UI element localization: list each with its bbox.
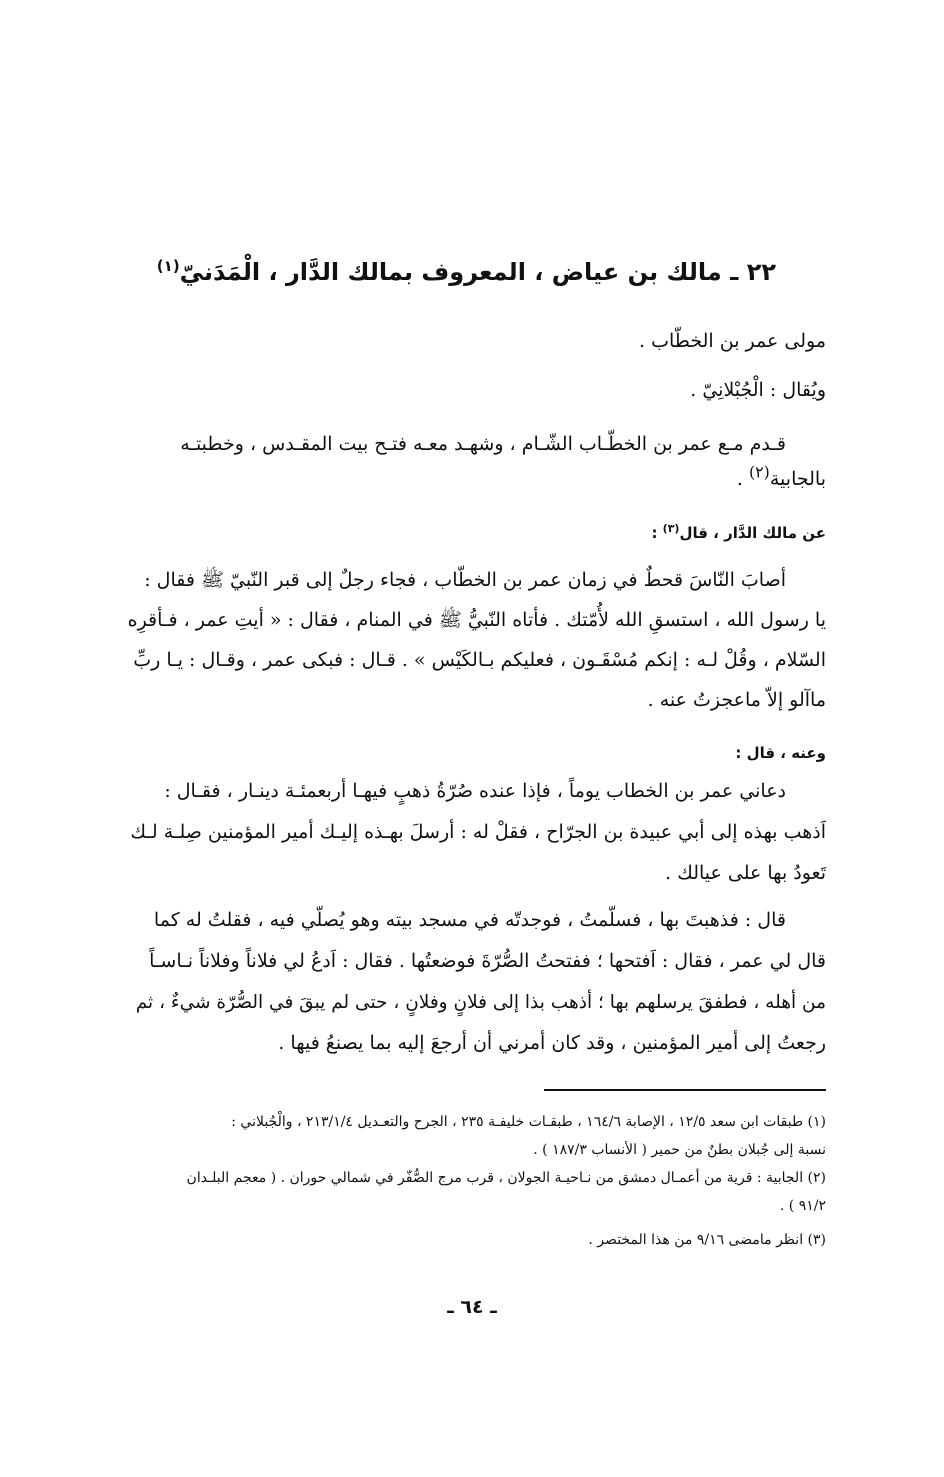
footnote-2: (٢) الجابية : قرية من أعمـال دمشق من نـاحيـة الجولان ، قرب مرج الصُّفّر في شمالي حوران . ( معجم البلـدان xyxy=(186,1170,826,1186)
narration-line: من أهله ، فطفقَ يرسلهم بها ؛ أذهب بذا إلى فلانٍ وفلانٍ ، حتى لم يبقَ في الصُّرّة شيءٌ ، ثم xyxy=(135,992,826,1013)
narration-line: يا رسول الله ، استسقِ الله لأُمّتك . فأتاه النّبيُّ ﷺ في المنام ، فقال : « أيتِ عمر ، فـأقرِه xyxy=(127,609,826,631)
narration-two-continuation xyxy=(126,900,826,1064)
isnad-end: : xyxy=(651,524,663,542)
isnad-text: عن مالك الدَّار ، قال xyxy=(679,524,826,542)
narration-two xyxy=(126,771,826,894)
narration-line: تَعودُ بها على عيالك . xyxy=(665,862,826,884)
biography-line-text: بالجابية xyxy=(769,468,826,490)
biography-line xyxy=(126,462,826,497)
page-number: ـ ٦٤ ـ xyxy=(447,1296,497,1318)
narration-line: ماآلو إلاّ ماعجزتُ عنه . xyxy=(647,689,826,711)
footnote-1-continued: نسبة إلى جُبلان بطنٌ من حمير ( الأنساب ١٨٧/٣ ) . xyxy=(533,1142,826,1158)
narration-one xyxy=(126,560,826,720)
entry-heading-text: ٢٢ ـ مالك بن عياض ، المعروف بمالك الدَّار ، الْمَدَنيّ xyxy=(179,258,776,286)
biography-paragraph xyxy=(126,427,826,497)
narration-line: اَذهب بهذه إلى أبي عبيدة بن الجرّاح ، فقلْ له : أرسلَ بهـذه إليـك أمير المؤمنين صِلـة لـك xyxy=(130,821,826,843)
mawla-line: مولى عمر بن الخطّاب . xyxy=(639,330,826,352)
narration-line: رجعتُ إلى أمير المؤمنين ، وقد كان أمرني أن أرجعَ إليه بما يصنعُ فيها . xyxy=(278,1032,826,1054)
footnote-1: (١) طبقات ابن سعد ١٢/٥ ، الإصابة ١٦٤/٦ ، طبقـات خليفـة ٢٣٥ ، الجرح والتعـديل ٢١٣/١/٤ ، والْجُبلاني : xyxy=(231,1114,826,1130)
footnote-separator xyxy=(544,1089,826,1091)
footnotes xyxy=(126,1108,826,1254)
isnad-line-two: وعنه ، قال : xyxy=(735,744,826,762)
isnad-footnote-ref: (٣) xyxy=(662,522,680,535)
narration-line: قال لي عمر ، فقال : اَفتحها ؛ ففتحتُ الصُّرّةَ فوضعتُها . فقال : اَدعُ لي فلاناً وفلاناً نـاسـاً xyxy=(149,950,826,972)
narration-line: دعاني عمر بن الخطاب يوماً ، فإذا عنده صُرّةُ ذهبٍ فيهـا أربعمئـة دينـار ، فقـال : xyxy=(164,780,786,802)
footnote-3: (٣) انظر مامضى ٩/١٦ من هذا المختصر . xyxy=(588,1232,826,1248)
narration-line: السّلام ، وقُلْ لـه : إنكم مُسْقَـون ، فعليكم بـالكَيْس » . قـال : فبكى عمر ، وقـال : يـا ربِّ xyxy=(133,649,826,671)
bio-footnote-ref: (٢) xyxy=(748,462,770,482)
isnad-line xyxy=(651,524,826,542)
alt-name-line: ويُقال : الْجُبْلانِيّ . xyxy=(690,379,826,401)
heading-footnote-ref: (١) xyxy=(156,257,180,275)
biography-line-end: . xyxy=(736,468,749,490)
entry-heading xyxy=(156,252,776,292)
footnote-2-continued: ٩١/٢ ) . xyxy=(779,1198,826,1214)
narration-line: أصابَ النّاسَ قحطٌ في زمان عمر بن الخطّاب ، فجاء رجلٌ إلى قبر النّبيّ ﷺ فقال : xyxy=(144,569,786,591)
biography-line: قـدم مـع عمر بن الخطّـاب الشّـام ، وشهـد معـه فتـح بيت المقـدس ، وخطبتـه xyxy=(180,433,786,455)
narration-line: قال : فذهبتَ بها ، فسلّمتُ ، فوجدتّه في مسجد بيته وهو يُصلّي فيه ، فقلتُ له كما xyxy=(153,909,786,931)
